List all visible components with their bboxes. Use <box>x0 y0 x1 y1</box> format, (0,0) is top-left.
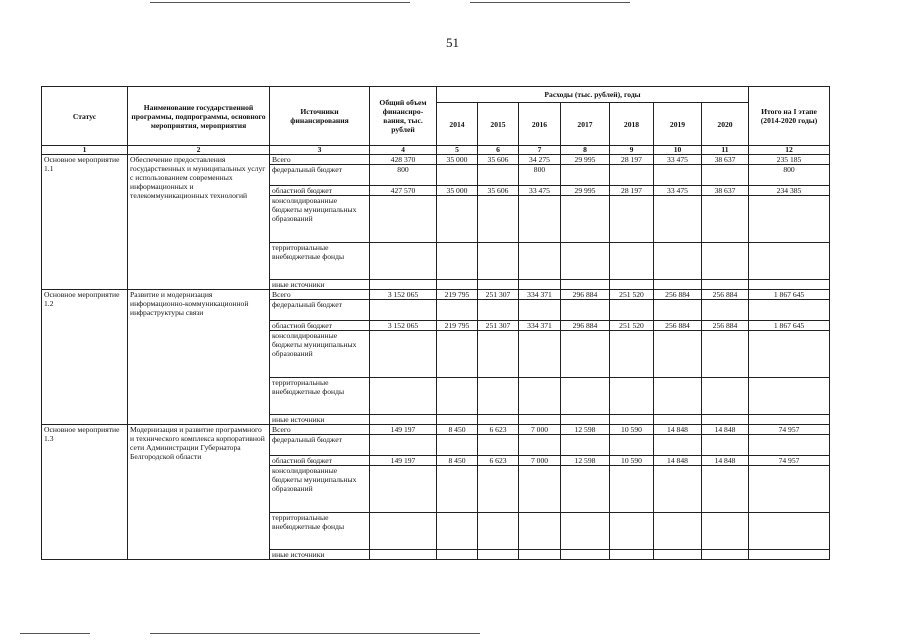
year-value-cell: 14 848 <box>702 456 749 466</box>
source-cell: федеральный бюджет <box>270 435 370 456</box>
column-number: 10 <box>654 146 702 155</box>
total-cell: 3 152 065 <box>370 321 437 331</box>
year-value-cell <box>437 513 478 550</box>
source-cell: федеральный бюджет <box>270 300 370 321</box>
column-number: 6 <box>478 146 519 155</box>
total-cell <box>370 243 437 280</box>
total-cell <box>370 415 437 425</box>
year-value-cell: 33 475 <box>654 186 702 196</box>
year-value-cell <box>654 331 702 378</box>
year-value-cell <box>437 196 478 243</box>
year-value-cell <box>561 243 610 280</box>
top-scan-line <box>150 2 410 3</box>
source-cell: Всего <box>270 155 370 165</box>
year-value-cell: 38 637 <box>702 186 749 196</box>
table-row <box>42 425 830 435</box>
year-value-cell: 296 884 <box>561 321 610 331</box>
year-value-cell <box>610 435 654 456</box>
year-value-cell <box>654 466 702 513</box>
year-value-cell: 14 848 <box>702 425 749 435</box>
year-value-cell: 10 590 <box>610 425 654 435</box>
table-row <box>42 155 830 165</box>
year-value-cell <box>610 415 654 425</box>
source-cell: территориальные внебюджетные фонды <box>270 243 370 280</box>
year-value-cell <box>561 280 610 290</box>
header-sources: Источники финансирования <box>270 87 370 146</box>
year-value-cell <box>519 378 561 415</box>
year-value-cell <box>702 435 749 456</box>
column-numbers-row <box>42 146 830 155</box>
year-value-cell <box>561 165 610 186</box>
year-value-cell: 34 275 <box>519 155 561 165</box>
year-value-cell: 14 848 <box>654 425 702 435</box>
year-value-cell <box>654 243 702 280</box>
year-value-cell <box>519 280 561 290</box>
stage-total-cell: 235 185 <box>749 155 830 165</box>
stage-total-cell: 1 867 645 <box>749 290 830 300</box>
year-value-cell <box>519 196 561 243</box>
stage-total-cell: 234 385 <box>749 186 830 196</box>
year-value-cell <box>561 435 610 456</box>
stage-total-cell: 74 957 <box>749 456 830 466</box>
source-cell: областной бюджет <box>270 321 370 331</box>
year-value-cell <box>478 165 519 186</box>
total-cell <box>370 300 437 321</box>
column-number: 8 <box>561 146 610 155</box>
source-cell: Всего <box>270 290 370 300</box>
year-value-cell <box>654 280 702 290</box>
year-value-cell: 38 637 <box>702 155 749 165</box>
column-number: 5 <box>437 146 478 155</box>
year-value-cell <box>702 300 749 321</box>
column-number: 2 <box>128 146 270 155</box>
year-value-cell <box>610 466 654 513</box>
year-value-cell: 35 000 <box>437 186 478 196</box>
source-cell: консолидированные бюджеты муниципальных образований <box>270 196 370 243</box>
year-value-cell: 256 884 <box>654 290 702 300</box>
total-cell <box>370 550 437 560</box>
year-value-cell <box>702 165 749 186</box>
stage-total-cell <box>749 415 830 425</box>
year-value-cell <box>519 415 561 425</box>
year-value-cell <box>478 196 519 243</box>
year-value-cell <box>478 466 519 513</box>
total-cell: 428 370 <box>370 155 437 165</box>
header-year: 2017 <box>561 103 610 146</box>
year-value-cell: 35 606 <box>478 155 519 165</box>
total-cell <box>370 513 437 550</box>
year-value-cell <box>654 550 702 560</box>
year-value-cell <box>478 243 519 280</box>
header-expenses: Расходы (тыс. рублей), годы <box>437 87 749 103</box>
total-cell: 800 <box>370 165 437 186</box>
year-value-cell <box>610 243 654 280</box>
year-value-cell: 29 995 <box>561 155 610 165</box>
year-value-cell: 256 884 <box>702 321 749 331</box>
column-number: 7 <box>519 146 561 155</box>
stage-total-cell <box>749 378 830 415</box>
year-value-cell <box>519 435 561 456</box>
year-value-cell <box>561 300 610 321</box>
year-value-cell <box>561 513 610 550</box>
total-cell: 427 570 <box>370 186 437 196</box>
year-value-cell: 28 197 <box>610 155 654 165</box>
year-value-cell <box>610 550 654 560</box>
year-value-cell: 33 475 <box>654 155 702 165</box>
stage-total-cell <box>749 435 830 456</box>
year-value-cell: 219 795 <box>437 290 478 300</box>
stage-total-cell <box>749 513 830 550</box>
header-year: 2014 <box>437 103 478 146</box>
total-cell: 149 197 <box>370 456 437 466</box>
header-name: Наименование государственной программы, подпрограммы, основного мероприятия, мероприятия <box>128 87 270 146</box>
year-value-cell: 256 884 <box>702 290 749 300</box>
year-value-cell: 7 000 <box>519 425 561 435</box>
year-value-cell: 35 000 <box>437 155 478 165</box>
year-value-cell <box>519 300 561 321</box>
column-number: 4 <box>370 146 437 155</box>
year-value-cell <box>437 243 478 280</box>
source-cell: областной бюджет <box>270 456 370 466</box>
stage-total-cell <box>749 280 830 290</box>
year-value-cell <box>610 513 654 550</box>
year-value-cell <box>654 378 702 415</box>
year-value-cell <box>702 331 749 378</box>
year-value-cell: 6 623 <box>478 456 519 466</box>
column-number: 3 <box>270 146 370 155</box>
year-value-cell: 35 606 <box>478 186 519 196</box>
year-value-cell <box>519 331 561 378</box>
total-cell: 3 152 065 <box>370 290 437 300</box>
year-value-cell <box>437 415 478 425</box>
source-cell: консолидированные бюджеты муниципальных образований <box>270 466 370 513</box>
header-total: Общий объем финансиро-вания, тыс. рублей <box>370 87 437 146</box>
stage-total-cell <box>749 331 830 378</box>
column-number: 1 <box>42 146 128 155</box>
year-value-cell <box>561 550 610 560</box>
year-value-cell <box>610 378 654 415</box>
year-value-cell <box>437 300 478 321</box>
year-value-cell: 6 623 <box>478 425 519 435</box>
status-cell: Основное мероприятие 1.3 <box>42 425 128 560</box>
total-cell <box>370 466 437 513</box>
year-value-cell <box>654 435 702 456</box>
stage-total-cell <box>749 196 830 243</box>
stage-total-cell <box>749 466 830 513</box>
year-value-cell <box>610 165 654 186</box>
year-value-cell <box>519 550 561 560</box>
page-number: 51 <box>446 35 459 50</box>
source-cell: территориальные внебюджетные фонды <box>270 378 370 415</box>
year-value-cell <box>561 331 610 378</box>
year-value-cell: 10 590 <box>610 456 654 466</box>
activity-name-cell: Обеспечение предоставления государственных и муниципальных услуг с использованием современных информационных и телекоммуникационных технологий <box>128 155 270 290</box>
year-value-cell: 8 450 <box>437 425 478 435</box>
total-cell <box>370 435 437 456</box>
year-value-cell <box>654 300 702 321</box>
bottom-scan-line <box>150 633 480 634</box>
year-value-cell: 219 795 <box>437 321 478 331</box>
year-value-cell <box>437 165 478 186</box>
header-year: 2015 <box>478 103 519 146</box>
year-value-cell <box>561 378 610 415</box>
year-value-cell <box>702 378 749 415</box>
year-value-cell <box>610 331 654 378</box>
year-value-cell <box>654 196 702 243</box>
source-cell: областной бюджет <box>270 186 370 196</box>
year-value-cell <box>702 513 749 550</box>
year-value-cell <box>478 415 519 425</box>
stage-total-cell <box>749 243 830 280</box>
source-cell: иные источники <box>270 550 370 560</box>
year-value-cell <box>478 550 519 560</box>
header-year: 2016 <box>519 103 561 146</box>
header-status: Статус <box>42 87 128 146</box>
year-value-cell <box>702 243 749 280</box>
year-value-cell <box>519 466 561 513</box>
year-value-cell: 12 598 <box>561 456 610 466</box>
column-number: 12 <box>749 146 830 155</box>
total-cell: 149 197 <box>370 425 437 435</box>
year-value-cell <box>561 466 610 513</box>
total-cell <box>370 331 437 378</box>
status-cell: Основное мероприятие 1.2 <box>42 290 128 425</box>
stage-total-cell <box>749 300 830 321</box>
source-cell: Всего <box>270 425 370 435</box>
stage-total-cell: 1 867 645 <box>749 321 830 331</box>
source-cell: территориальные внебюджетные фонды <box>270 513 370 550</box>
year-value-cell: 256 884 <box>654 321 702 331</box>
year-value-cell <box>437 466 478 513</box>
year-value-cell <box>654 415 702 425</box>
source-cell: иные источники <box>270 415 370 425</box>
year-value-cell: 251 520 <box>610 321 654 331</box>
year-value-cell <box>519 243 561 280</box>
total-cell <box>370 378 437 415</box>
year-value-cell <box>610 280 654 290</box>
stage-total-cell <box>749 550 830 560</box>
header-year: 2019 <box>654 103 702 146</box>
year-value-cell: 334 371 <box>519 321 561 331</box>
top-scan-line <box>470 2 630 3</box>
year-value-cell: 28 197 <box>610 186 654 196</box>
header-year: 2018 <box>610 103 654 146</box>
year-value-cell: 334 371 <box>519 290 561 300</box>
year-value-cell <box>654 513 702 550</box>
stage-total-cell: 800 <box>749 165 830 186</box>
source-cell: федеральный бюджет <box>270 165 370 186</box>
status-cell: Основное мероприятие 1.1 <box>42 155 128 290</box>
total-cell <box>370 196 437 243</box>
table-row <box>42 290 830 300</box>
column-number: 9 <box>610 146 654 155</box>
activity-name-cell: Модернизация и развитие программного и технического комплекса корпоративной сети Администрации Губернатора Белгородской области <box>128 425 270 560</box>
year-value-cell <box>610 300 654 321</box>
stage-total-cell: 74 957 <box>749 425 830 435</box>
bottom-scan-line <box>20 633 90 634</box>
year-value-cell <box>437 331 478 378</box>
year-value-cell: 33 475 <box>519 186 561 196</box>
year-value-cell <box>437 280 478 290</box>
year-value-cell: 12 598 <box>561 425 610 435</box>
year-value-cell <box>437 550 478 560</box>
year-value-cell: 14 848 <box>654 456 702 466</box>
year-value-cell: 8 450 <box>437 456 478 466</box>
year-value-cell <box>478 300 519 321</box>
year-value-cell: 800 <box>519 165 561 186</box>
year-value-cell: 251 307 <box>478 290 519 300</box>
year-value-cell <box>437 378 478 415</box>
header-stage-total: Итого на I этапе (2014-2020 годы) <box>749 87 830 146</box>
year-value-cell <box>478 331 519 378</box>
year-value-cell <box>702 550 749 560</box>
year-value-cell <box>702 466 749 513</box>
year-value-cell <box>478 378 519 415</box>
year-value-cell <box>437 435 478 456</box>
header-year: 2020 <box>702 103 749 146</box>
activity-name-cell: Развитие и модернизация информационно-коммуникационной инфраструктуры связи <box>128 290 270 425</box>
budget-table <box>41 86 830 560</box>
total-cell <box>370 280 437 290</box>
source-cell: консолидированные бюджеты муниципальных образований <box>270 331 370 378</box>
column-number: 11 <box>702 146 749 155</box>
year-value-cell: 251 307 <box>478 321 519 331</box>
year-value-cell <box>702 415 749 425</box>
year-value-cell: 251 520 <box>610 290 654 300</box>
year-value-cell <box>561 415 610 425</box>
year-value-cell <box>478 435 519 456</box>
year-value-cell <box>702 280 749 290</box>
source-cell: иные источники <box>270 280 370 290</box>
year-value-cell: 7 000 <box>519 456 561 466</box>
year-value-cell <box>561 196 610 243</box>
year-value-cell <box>478 513 519 550</box>
year-value-cell <box>478 280 519 290</box>
year-value-cell <box>519 513 561 550</box>
year-value-cell <box>610 196 654 243</box>
year-value-cell: 296 884 <box>561 290 610 300</box>
year-value-cell <box>702 196 749 243</box>
year-value-cell <box>654 165 702 186</box>
year-value-cell: 29 995 <box>561 186 610 196</box>
